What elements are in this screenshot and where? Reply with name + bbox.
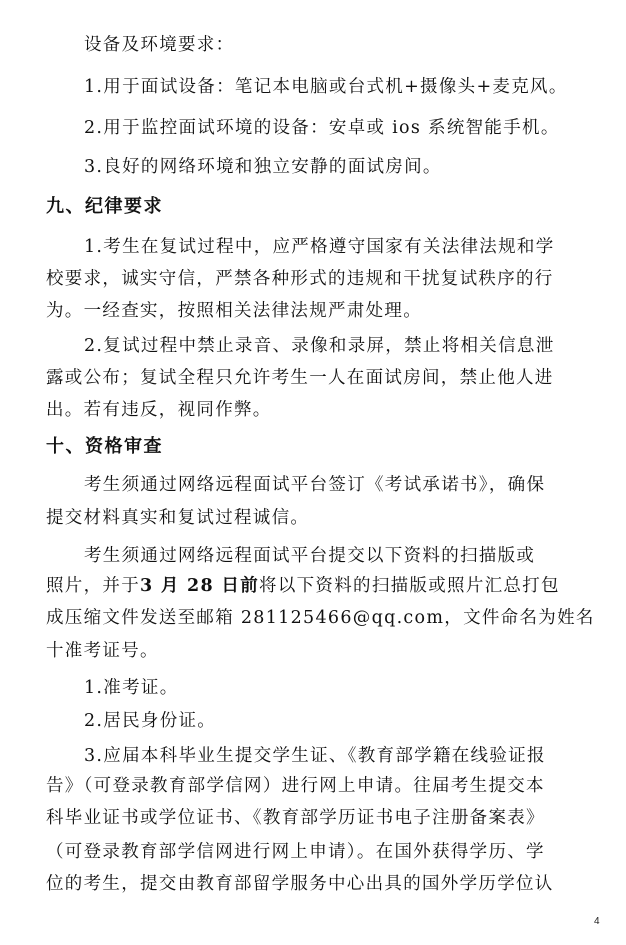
section-9-p1-line-2: 校要求，诚实守信，严禁各种形式的违规和干扰复试秩序的行 (46, 269, 554, 289)
section-10-p2-line-1: 考生须通过网络远程面试平台提交以下资料的扫描版或 (84, 546, 536, 566)
equipment-title: 设备及环境要求： (84, 35, 235, 55)
section-10-p2-line-4: 十准考证号。 (46, 641, 159, 661)
required-item-2: 2.居民身份证。 (84, 711, 217, 731)
section-9-p1-line-1: 1.考生在复试过程中，应严格遵守国家有关法律法规和学 (84, 237, 555, 257)
section-9-heading: 九、纪律要求 (46, 196, 163, 217)
section-9-p2-line-1: 2.复试过程中禁止录音、录像和录屏，禁止将相关信息泄 (84, 336, 555, 356)
section-10-p1-line-1: 考生须通过网络远程面试平台签订《考试承诺书》，确保 (84, 475, 546, 495)
section-10-p2-line-2-post: 将以下资料的扫描版或照片汇总打包 (259, 576, 560, 596)
required-item-3-line-1: 3.应届本科毕业生提交学生证、《教育部学籍在线验证报 (84, 746, 546, 766)
equipment-item-1: 1.用于面试设备：笔记本电脑或台式机+摄像头+麦克风。 (84, 77, 568, 97)
required-item-3-line-3: 科毕业证书或学位证书、《教育部学历证书电子注册备案表》 (46, 808, 545, 828)
section-9-p2-line-3: 出。若有违反，视同作弊。 (46, 400, 272, 420)
required-item-1: 1.准考证。 (84, 678, 179, 698)
equipment-item-2: 2.用于监控面试环境的设备：安卓或 ios 系统智能手机。 (84, 118, 560, 138)
equipment-item-3: 3.良好的网络环境和独立安静的面试房间。 (84, 157, 442, 177)
page-number: 4 (594, 916, 600, 927)
section-9-p2-line-2: 露或公布；复试全程只允许考生一人在面试房间，禁止他人进 (46, 368, 554, 388)
required-item-3-line-4: （可登录教育部学信网进行网上申请）。在国外获得学历、学 (46, 842, 545, 862)
required-item-3-line-5: 位的考生，提交由教育部留学服务中心出具的国外学历学位认 (46, 874, 554, 894)
section-10-heading: 十、资格审查 (46, 436, 163, 457)
section-10-p2-line-2 (46, 575, 586, 597)
required-item-3-line-2: 告》（可登录教育部学信网）进行网上申请。往届考生提交本 (46, 776, 545, 796)
deadline-date: 3 月 28 日前 (140, 576, 260, 596)
section-10-p2-line-2-pre: 照片，并于 (46, 576, 140, 596)
section-10-p2-line-3: 成压缩文件发送至邮箱 281125466@qq.com，文件命名为姓名 (46, 608, 595, 628)
section-10-p1-line-2: 提交材料真实和复试过程诚信。 (46, 508, 310, 528)
section-9-p1-line-3: 为。一经查实，按照相关法律法规严肃处理。 (46, 301, 422, 321)
